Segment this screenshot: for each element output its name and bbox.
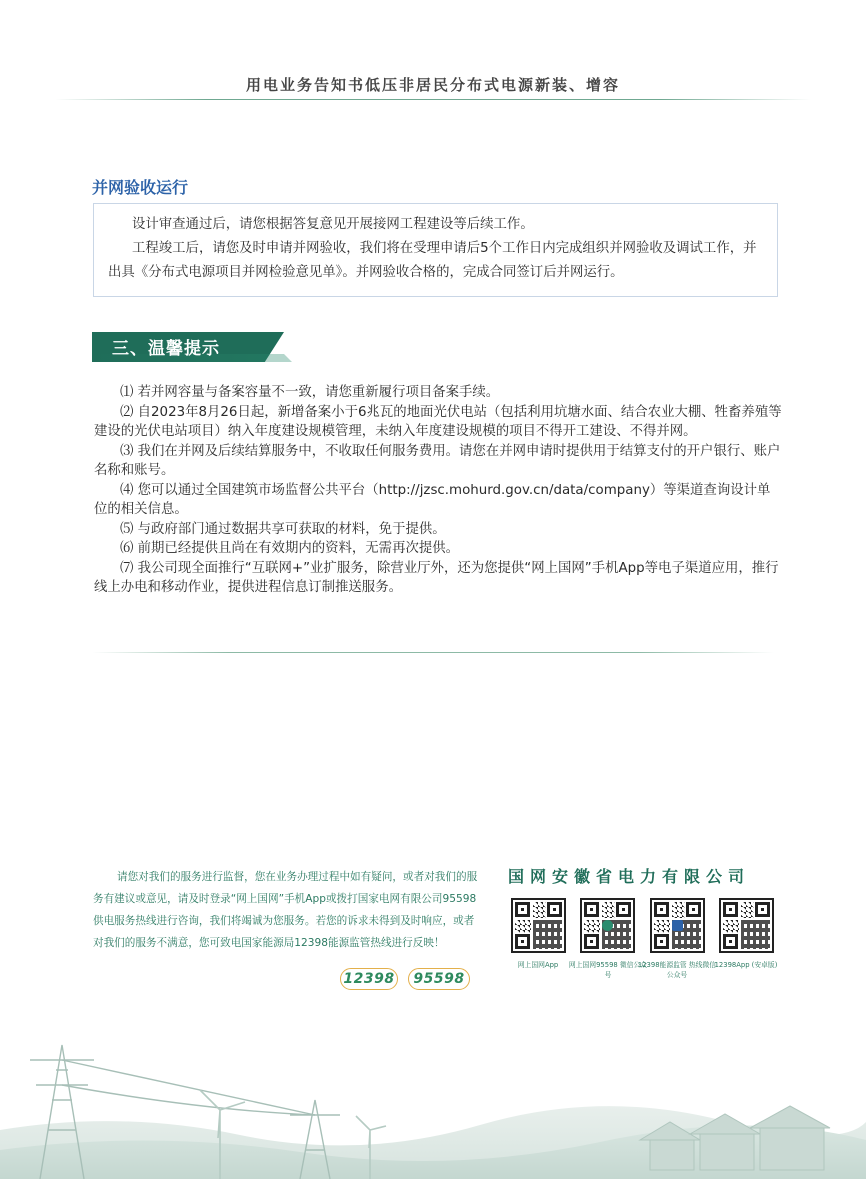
qr-label: 12398App (安卓版): [714, 961, 778, 969]
qr-code-12398-app[interactable]: [719, 898, 774, 953]
tips-heading: 三、温馨提示: [112, 339, 220, 359]
qr-label: 12398能源监管 热线微信公众号: [637, 961, 717, 979]
tip-item: ⑹ 前期已经提供且尚在有效期内的资料，无需再次提供。: [120, 541, 460, 556]
tip-item: ⑵ 自2023年8月26日起，新增备案小于6兆瓦的地面光伏电站（包括利用坑塘水面、结合农业大棚、牲畜养殖等建设的光伏电站项目）纳入年度建设规模管理，未纳入年度建设规模的项目不得开工建设、不得并网。: [94, 404, 782, 439]
tip-item: ⑸ 与政府部门通过数据共享可获取的材料，免于提供。: [120, 521, 446, 537]
header-divider: [55, 99, 811, 100]
document-title: 用电业务告知书低压非居民分布式电源新装、增容: [245, 76, 620, 94]
landscape-illustration: [0, 1030, 866, 1179]
tip-item: ⑶ 我们在并网及后续结算服务中，不收取任何服务费用。请您在并网申请时提供用于结算支付的开户银行、账户名称和账号。: [94, 443, 781, 478]
supervision-text: 请您对我们的服务进行监督，您在业务办理过程中如有疑问，或者对我们的服务有建议或意见，请及时登录“网上国网”手机App或拨打国家电网有限公司95598供电服务热线进行咨询，我们将竭诚为您服务。若您的诉求未得到及时响应，或者对我们的服务不满意，您可致电国家能源局12398能源监管热线进行反映！: [93, 871, 478, 949]
hotline-95598-logo: 95598: [408, 968, 470, 990]
grid-acceptance-info-box: [93, 203, 778, 297]
hotline-12398-logo: 12398: [340, 968, 398, 990]
tips-list: [94, 383, 782, 598]
tip-item: ⑺ 我公司现全面推行“互联网+”业扩服务，除营业厅外，还为您提供“网上国网”手机App等电子渠道应用，推行线上办电和移动作业，提供进程信息订制推送服务。: [94, 560, 779, 595]
qr-code-12398-wechat[interactable]: [650, 898, 705, 953]
tip-item: ⑴ 若并网容量与备案容量不一致，请您重新履行项目备案手续。: [120, 385, 500, 400]
section-heading-grid-acceptance: 并网验收运行: [92, 178, 189, 197]
section-divider: [92, 652, 774, 653]
info-paragraph: 工程竣工后，请您及时申请并网验收，我们将在受理申请后5个工作日内完成组织并网验收及调试工作，并出具《分布式电源项目并网检验意见单》。并网验收合格的，完成合同签订后并网运行。: [108, 241, 757, 280]
qr-code-app[interactable]: [511, 898, 566, 953]
qr-label: 网上国网95598 微信公众号: [568, 961, 648, 979]
supervision-notice: [93, 866, 479, 954]
qr-label: 网上国网App: [517, 961, 559, 969]
tip-item: ⑷ 您可以通过全国建筑市场监督公共平台（http://jzsc.mohurd.gov.cn/data/company）等渠道查询设计单位的相关信息。: [94, 482, 771, 517]
info-paragraph: 设计审查通过后，请您根据答复意见开展接网工程建设等后续工作。: [132, 217, 534, 232]
company-name: 国网安徽省电力有限公司: [508, 867, 751, 886]
qr-code-95598-wechat[interactable]: [580, 898, 635, 953]
